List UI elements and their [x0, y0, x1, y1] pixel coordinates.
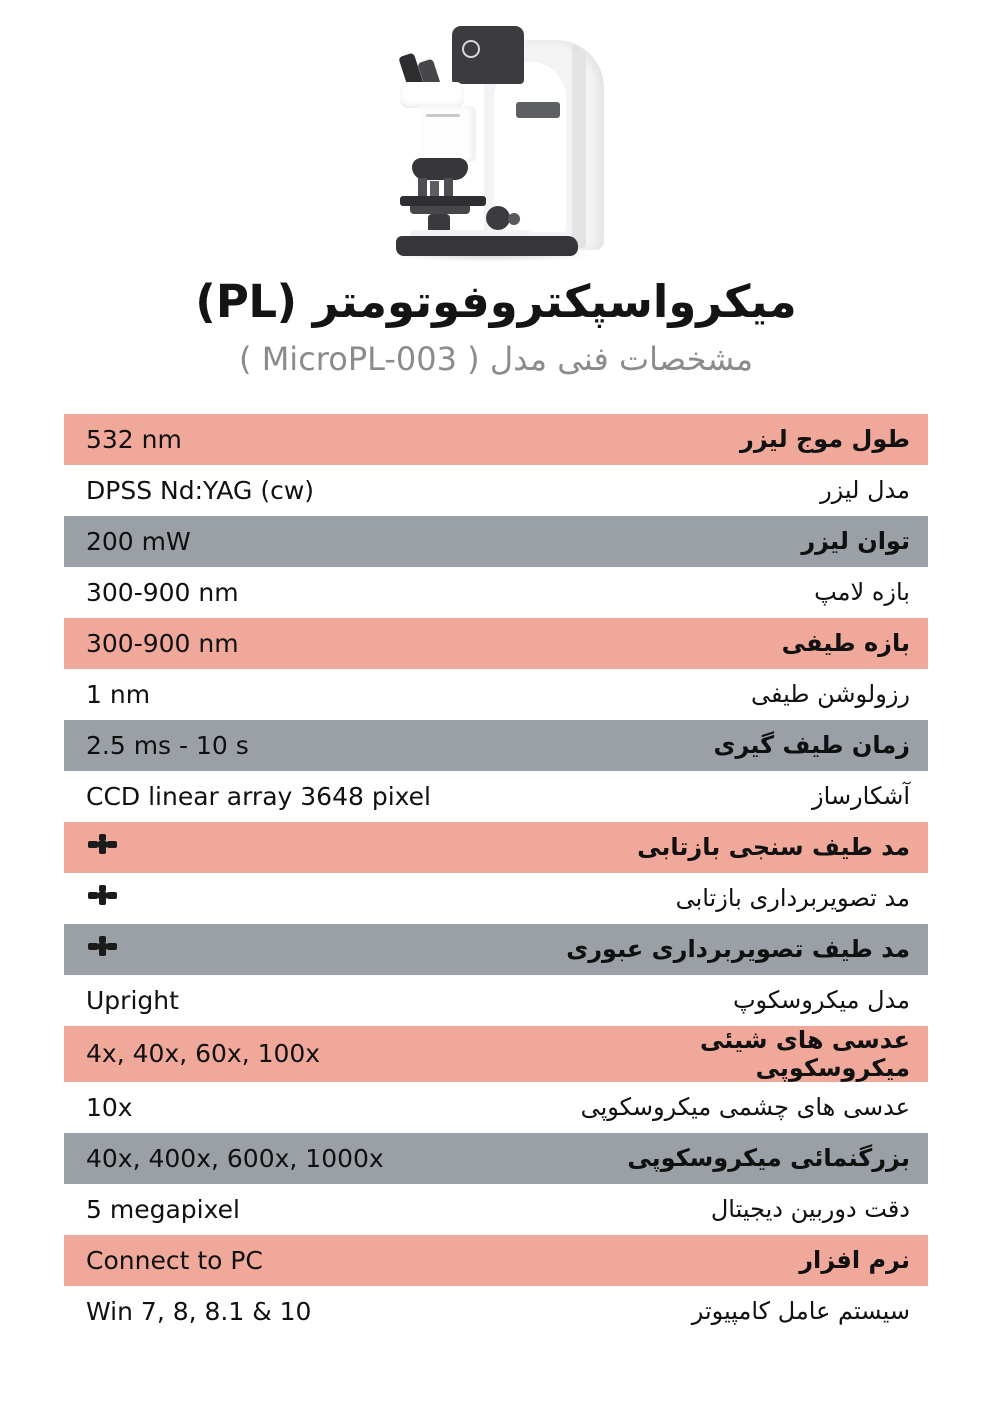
microscope-arm-edge [572, 44, 586, 248]
spec-label: آشکارساز [548, 771, 928, 822]
table-row [64, 975, 928, 1026]
spec-label: مد طیف سنجی بازتابی [548, 822, 928, 873]
spec-label: مدل لیزر [548, 465, 928, 516]
table-row [64, 465, 928, 516]
table-row [64, 1026, 928, 1082]
spec-value: 10x [64, 1082, 548, 1133]
spec-value: 532 nm [64, 414, 548, 465]
neck-detail [426, 114, 460, 117]
spec-label: زمان طیف گیری [548, 720, 928, 771]
spec-label: عدسی های چشمی میکروسکوپی [548, 1082, 928, 1133]
eyepiece-base [400, 82, 464, 108]
spec-label: طول موج لیزر [548, 414, 928, 465]
specimen-stage [400, 196, 486, 206]
spec-value: 300-900 nm [64, 618, 548, 669]
camera-lens-icon [462, 40, 480, 58]
table-row [64, 1184, 928, 1235]
table-row [64, 720, 928, 771]
stage-lower [410, 206, 470, 214]
table-row [64, 1082, 928, 1133]
spec-label: سیستم عامل کامپیوتر [548, 1286, 928, 1337]
focus-knob-fine [508, 213, 520, 225]
page-title: میکرواسپکتروفوتومتر (PL) [195, 275, 797, 328]
spec-label: مد طیف تصویربرداری عبوری [548, 924, 928, 975]
spec-value: Win 7, 8, 8.1 & 10 [64, 1286, 548, 1337]
table-row [64, 618, 928, 669]
spec-value: 300-900 nm [64, 567, 548, 618]
nosepiece-turret [412, 158, 468, 180]
focus-knob-coarse [486, 206, 510, 230]
table-row [64, 1286, 928, 1337]
product-image [0, 0, 992, 272]
table-row [64, 873, 928, 924]
spec-label: بازه طیفی [548, 618, 928, 669]
microscope-arm-inner [494, 62, 566, 232]
spec-value: 2.5 ms - 10 s [64, 720, 548, 771]
specifications-table [64, 414, 928, 1337]
table-row [64, 669, 928, 720]
spec-value-mark [64, 924, 548, 975]
check-mark-icon [86, 882, 120, 908]
spec-label: نرم افزار [548, 1235, 928, 1286]
table-row [64, 924, 928, 975]
table-row [64, 567, 928, 618]
spec-value: 5 megapixel [64, 1184, 548, 1235]
spec-label: رزولوشن طیفی [548, 669, 928, 720]
table-row [64, 516, 928, 567]
spec-label: مد تصویربرداری بازتابی [548, 873, 928, 924]
camera-head [452, 26, 524, 84]
table-row [64, 822, 928, 873]
microscope-illustration [366, 10, 626, 268]
spec-label: بزرگنمائی میکروسکوپی [548, 1133, 928, 1184]
check-mark-icon [86, 831, 120, 857]
spec-value: 200 mW [64, 516, 548, 567]
table-row [64, 414, 928, 465]
objective-lens-3 [444, 178, 453, 198]
spec-value-mark [64, 873, 548, 924]
table-row [64, 1133, 928, 1184]
check-mark-icon [86, 933, 120, 959]
spec-label: بازه لامپ [548, 567, 928, 618]
table-row [64, 771, 928, 822]
table-row [64, 1235, 928, 1286]
spec-value: 4x, 40x, 60x, 100x [64, 1026, 548, 1082]
control-display [516, 102, 560, 118]
spec-label: توان لیزر [548, 516, 928, 567]
spec-label: مدل میکروسکوپ [548, 975, 928, 1026]
title-block [0, 272, 992, 378]
specifications-table-body [64, 414, 928, 1337]
spec-label: دقت دوربین دیجیتال [548, 1184, 928, 1235]
spec-label: عدسی های شیئی میکروسکوپی [548, 1026, 928, 1082]
spec-value: 40x, 400x, 600x, 1000x [64, 1133, 548, 1184]
spec-value: DPSS Nd:YAG (cw) [64, 465, 548, 516]
spec-value-mark [64, 822, 548, 873]
page-subtitle: مشخصات فنی مدل ( MicroPL-003 ) [239, 339, 753, 378]
microscope-base [396, 236, 578, 256]
spec-value: 1 nm [64, 669, 548, 720]
spec-value: CCD linear array 3648 pixel [64, 771, 548, 822]
objective-lens-1 [418, 178, 427, 198]
spec-value: Upright [64, 975, 548, 1026]
spec-value: Connect to PC [64, 1235, 548, 1286]
